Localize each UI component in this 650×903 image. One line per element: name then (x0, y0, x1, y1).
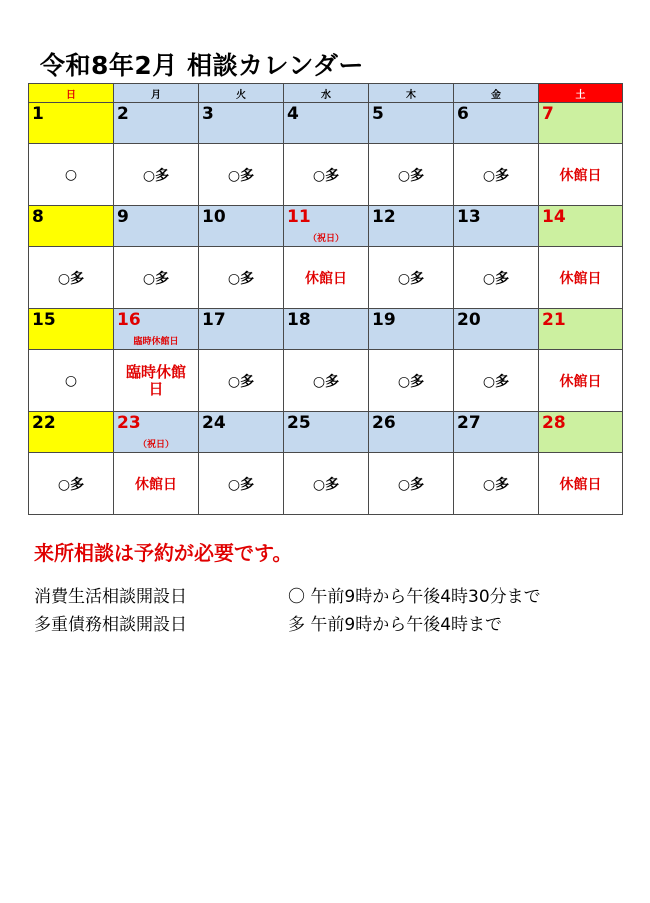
legend-label: 消費生活相談開設日 (34, 587, 187, 607)
day-number: 9 (117, 207, 129, 227)
calendar-date-cell (539, 206, 623, 247)
consultation-status: ○多 (227, 167, 255, 184)
calendar-status-cell (284, 144, 369, 206)
calendar-date-cell (369, 103, 454, 144)
weekday-header-tue: 火 (199, 84, 284, 103)
week-info-row (29, 453, 623, 515)
legend-description: 〇 午前9時から午後4時30分まで (288, 587, 541, 607)
calendar-date-cell (454, 103, 539, 144)
day-number: 11 (287, 207, 311, 227)
consultation-status: ○多 (482, 373, 510, 390)
calendar-status-cell (114, 144, 199, 206)
day-note: 臨時休館日 (133, 337, 179, 347)
day-number: 20 (457, 310, 481, 330)
calendar-status-cell (199, 453, 284, 515)
calendar-status-cell (29, 247, 114, 309)
day-number: 15 (32, 310, 56, 330)
consultation-status: ○ (64, 166, 78, 183)
calendar-date-cell (199, 412, 284, 453)
day-number: 16 (117, 310, 141, 330)
legend-label: 多重債務相談開設日 (34, 615, 187, 635)
consultation-status: 休館日 (135, 476, 177, 493)
calendar-status-cell (114, 350, 199, 412)
calendar-date-cell (29, 309, 114, 350)
calendar-status-cell (539, 247, 623, 309)
consultation-status: 休館日 (559, 270, 602, 287)
calendar-date-cell (284, 103, 369, 144)
consultation-status: ○ (64, 372, 78, 389)
day-number: 1 (32, 104, 44, 124)
week-date-row (29, 309, 623, 350)
day-number: 26 (372, 413, 396, 433)
day-number: 27 (457, 413, 481, 433)
consultation-status: ○多 (142, 270, 170, 287)
calendar-table (28, 83, 623, 515)
calendar-status-cell (454, 453, 539, 515)
calendar-date-cell (284, 206, 369, 247)
consultation-status: ○多 (227, 270, 255, 287)
calendar-status-cell (29, 144, 114, 206)
day-number: 2 (117, 104, 129, 124)
consultation-status: ○多 (312, 167, 340, 184)
consultation-status: ○多 (227, 476, 255, 493)
calendar-status-cell (284, 453, 369, 515)
consultation-status: ○多 (482, 476, 510, 493)
day-number: 23 (117, 413, 141, 433)
day-number: 12 (372, 207, 396, 227)
calendar-status-cell (284, 350, 369, 412)
day-number: 4 (287, 104, 299, 124)
consultation-status: ○多 (397, 167, 425, 184)
day-note: （祝日） (137, 440, 174, 450)
day-number: 21 (542, 310, 566, 330)
week-date-row (29, 103, 623, 144)
consultation-status: 休館日 (559, 476, 602, 493)
day-number: 3 (202, 104, 214, 124)
day-number: 22 (32, 413, 56, 433)
consultation-status: ○多 (482, 270, 510, 287)
calendar-date-cell (454, 412, 539, 453)
consultation-status: ○多 (397, 270, 425, 287)
day-number: 17 (202, 310, 226, 330)
weekday-header-sat: 土 (539, 84, 623, 103)
calendar-date-cell (199, 103, 284, 144)
calendar-date-cell (114, 206, 199, 247)
calendar-date-cell (284, 412, 369, 453)
calendar-status-cell (284, 247, 369, 309)
calendar-date-cell (284, 309, 369, 350)
calendar-date-cell (114, 412, 199, 453)
consultation-status: ○多 (482, 167, 510, 184)
calendar-status-cell (539, 350, 623, 412)
weekday-header-wed: 水 (284, 84, 369, 103)
calendar-date-cell (114, 309, 199, 350)
calendar-status-cell (114, 247, 199, 309)
calendar-date-cell (29, 206, 114, 247)
week-date-row (29, 412, 623, 453)
weekday-header-thu: 木 (369, 84, 454, 103)
day-number: 14 (542, 207, 566, 227)
week-info-row (29, 144, 623, 206)
calendar-status-cell (369, 453, 454, 515)
consultation-status: ○多 (397, 476, 425, 493)
consultation-status: 臨時休館日 (126, 362, 187, 398)
calendar-status-cell (114, 453, 199, 515)
calendar-date-cell (369, 412, 454, 453)
consultation-status: 休館日 (559, 167, 602, 184)
calendar-status-cell (454, 247, 539, 309)
calendar-status-cell (539, 453, 623, 515)
calendar-status-cell (29, 453, 114, 515)
day-number: 5 (372, 104, 384, 124)
calendar-status-cell (199, 247, 284, 309)
day-number: 19 (372, 310, 396, 330)
calendar-status-cell (539, 144, 623, 206)
calendar-date-cell (199, 206, 284, 247)
day-number: 8 (32, 207, 44, 227)
consultation-status: ○多 (142, 167, 170, 184)
weekday-header-fri: 金 (454, 84, 539, 103)
consultation-status: ○多 (312, 476, 340, 493)
weekday-header-sun: 日 (29, 84, 114, 103)
calendar-date-cell (369, 206, 454, 247)
day-number: 13 (457, 207, 481, 227)
consultation-status: 休館日 (305, 270, 347, 287)
calendar-date-cell (114, 103, 199, 144)
consultation-status: ○多 (312, 373, 340, 390)
calendar-status-cell (199, 350, 284, 412)
consultation-status: ○多 (227, 373, 255, 390)
calendar-status-cell (454, 350, 539, 412)
week-info-row (29, 247, 623, 309)
calendar-status-cell (454, 144, 539, 206)
calendar-date-cell (199, 309, 284, 350)
calendar-date-cell (454, 309, 539, 350)
calendar-date-cell (539, 103, 623, 144)
day-number: 7 (542, 104, 554, 124)
day-number: 25 (287, 413, 311, 433)
calendar-status-cell (199, 144, 284, 206)
page-title: 令和8年2月 相談カレンダー (40, 51, 364, 80)
day-note: （祝日） (307, 234, 344, 244)
weekday-header-row (29, 84, 623, 103)
legend-description: 多 午前9時から午後4時まで (288, 615, 503, 635)
calendar-date-cell (539, 412, 623, 453)
consultation-status: 休館日 (559, 373, 602, 390)
calendar-date-cell (29, 103, 114, 144)
day-number: 24 (202, 413, 226, 433)
calendar-status-cell (369, 247, 454, 309)
calendar-date-cell (454, 206, 539, 247)
day-number: 28 (542, 413, 566, 433)
calendar-date-cell (29, 412, 114, 453)
calendar-status-cell (369, 144, 454, 206)
consultation-status: ○多 (57, 270, 85, 287)
reservation-notice: 来所相談は予約が必要です。 (34, 541, 293, 565)
calendar-status-cell (29, 350, 114, 412)
day-number: 18 (287, 310, 311, 330)
calendar-status-cell (369, 350, 454, 412)
week-info-row (29, 350, 623, 412)
day-number: 6 (457, 104, 469, 124)
weekday-header-mon: 月 (114, 84, 199, 103)
day-number: 10 (202, 207, 226, 227)
calendar-date-cell (369, 309, 454, 350)
consultation-status: ○多 (397, 373, 425, 390)
consultation-status: ○多 (57, 476, 85, 493)
week-date-row (29, 206, 623, 247)
calendar-date-cell (539, 309, 623, 350)
